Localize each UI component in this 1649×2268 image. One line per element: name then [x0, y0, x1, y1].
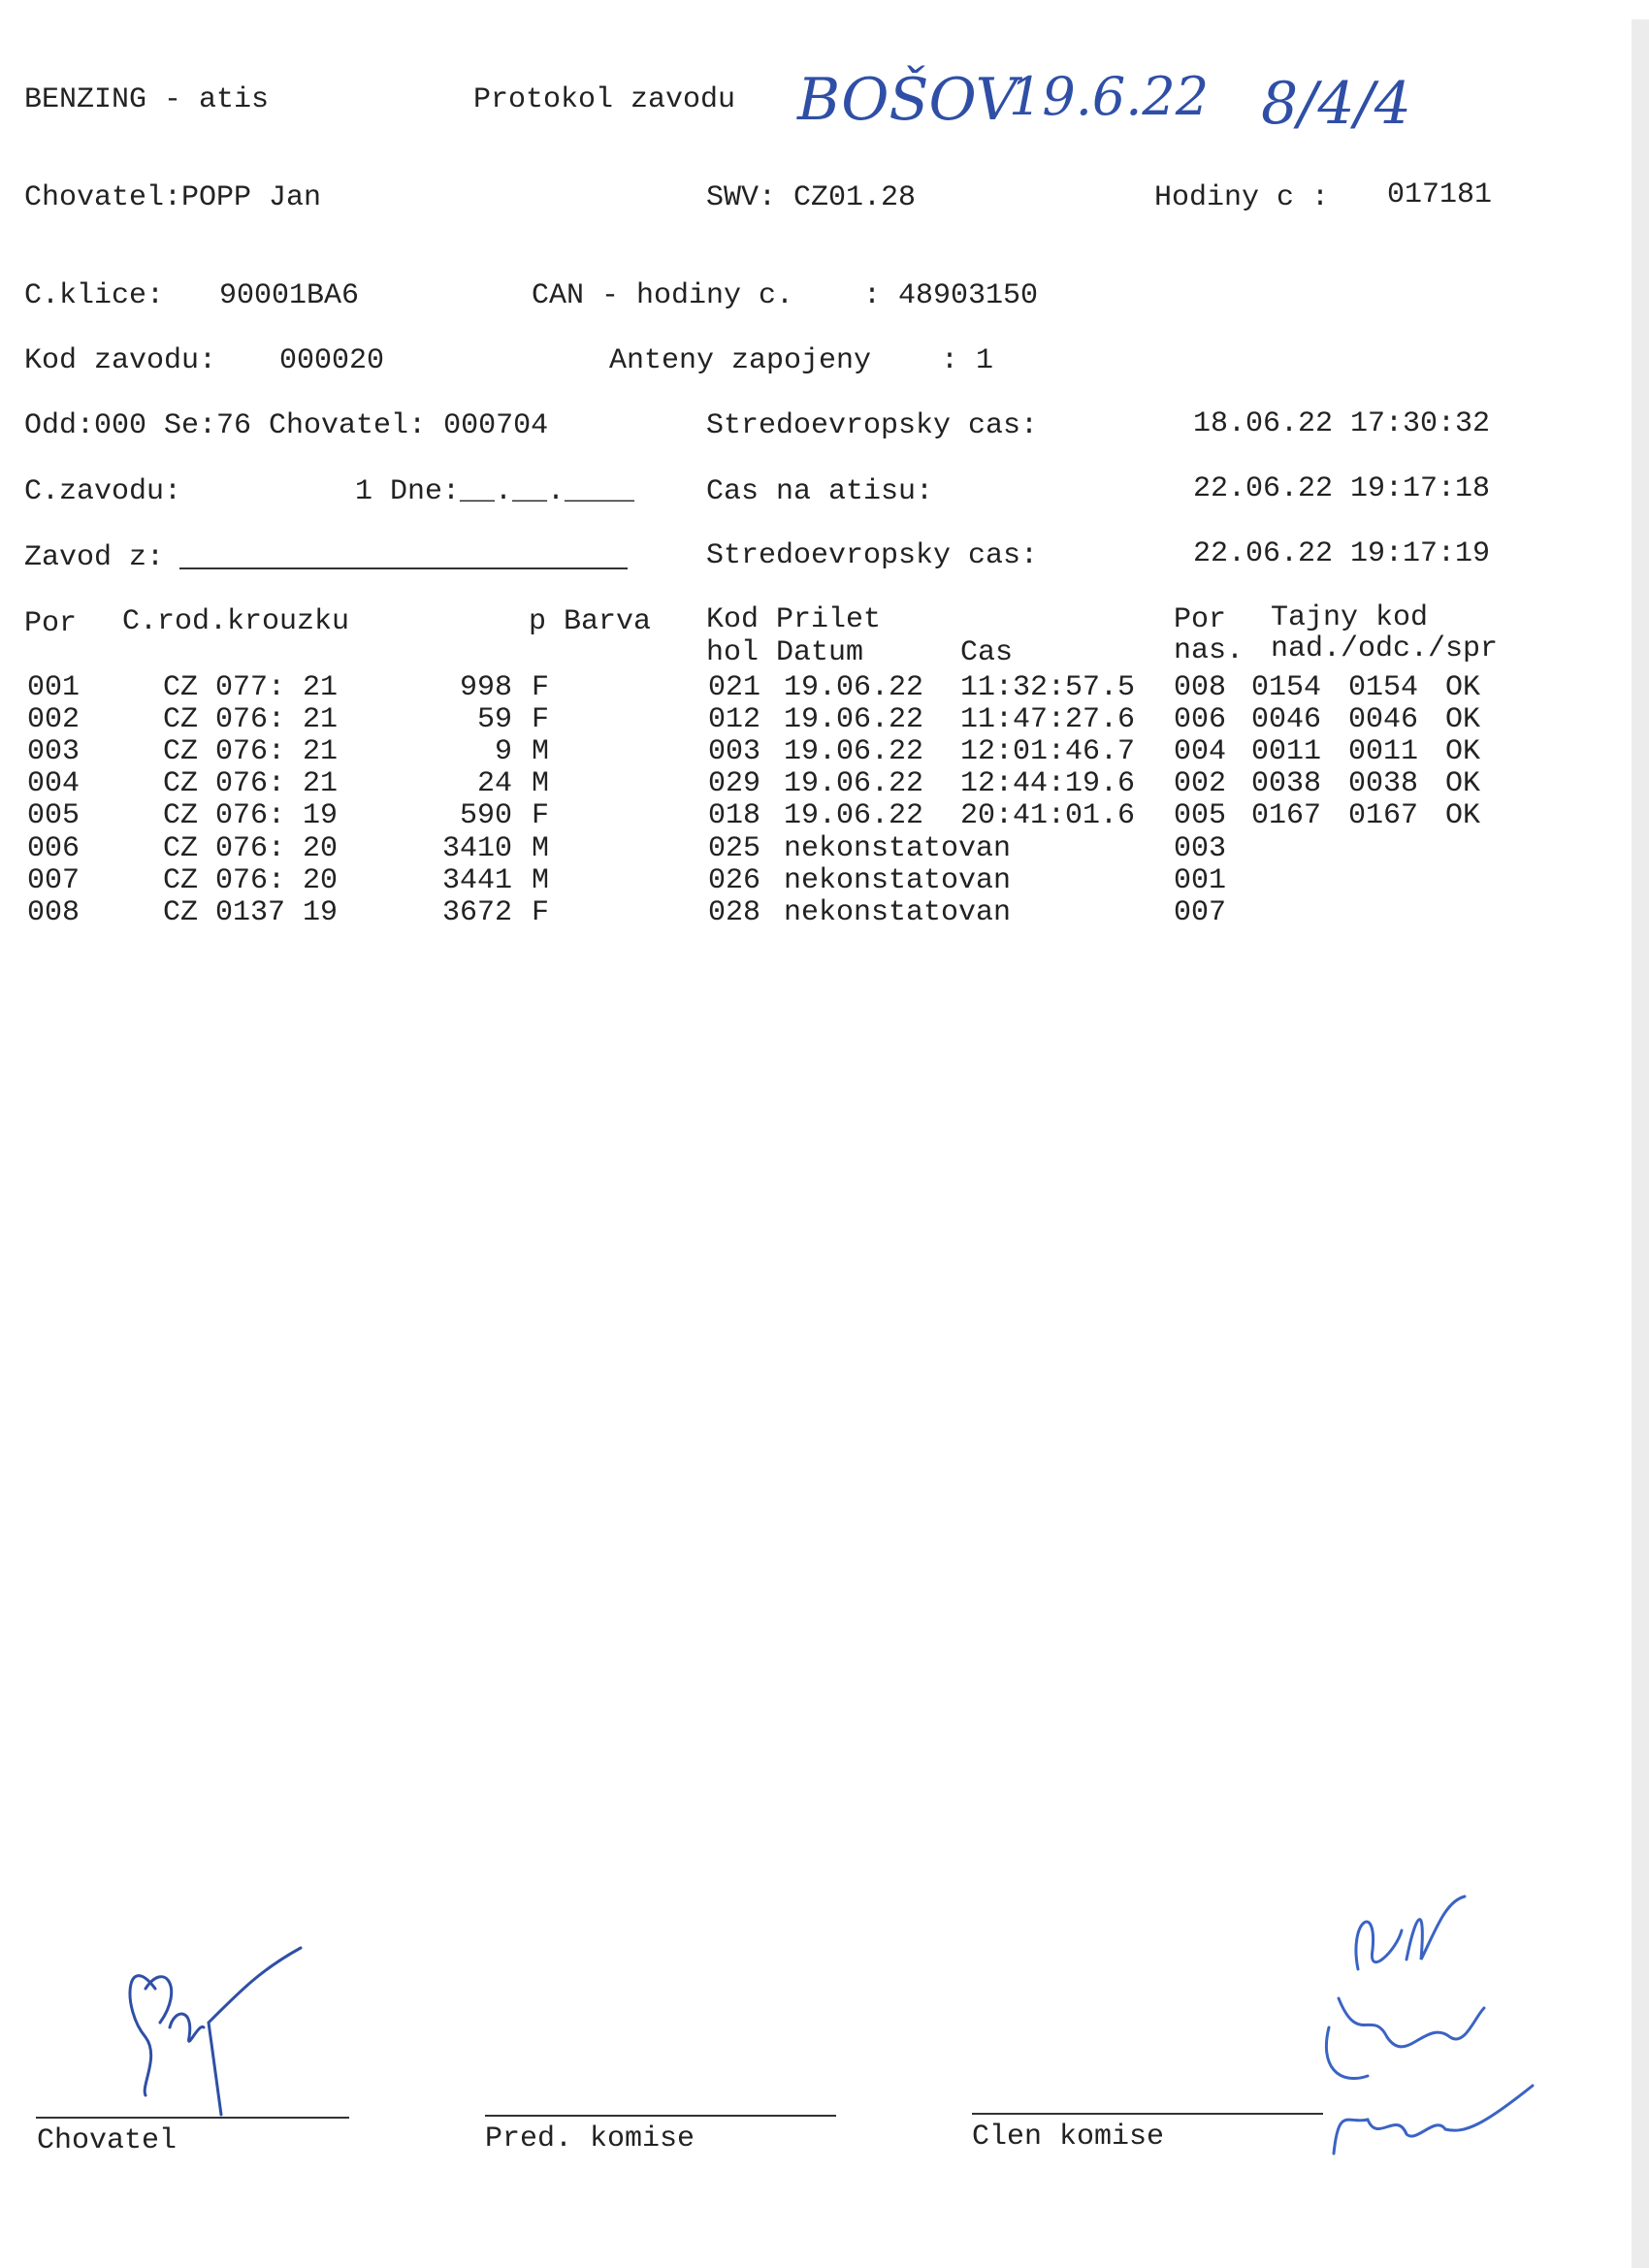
antennas-value: : 1	[941, 344, 994, 377]
race-code-label: Kod zavodu:	[24, 344, 217, 377]
header-nas: nas.	[1174, 634, 1245, 667]
row-por: 004	[27, 767, 81, 800]
row-date: nekonstatovan	[784, 832, 1012, 865]
header-por2: Por	[1174, 603, 1227, 636]
row-por: 008	[27, 896, 81, 929]
row-ring: CZ 076: 20	[163, 864, 339, 897]
row-por: 007	[27, 864, 81, 897]
row-nad: 0046	[1251, 703, 1322, 736]
row-date: nekonstatovan	[784, 896, 1012, 929]
row-hol: 012	[708, 703, 761, 736]
row-number: 3410	[441, 832, 512, 865]
row-ring: CZ 077: 21	[163, 671, 339, 704]
row-por: 006	[27, 832, 81, 865]
row-por: 005	[27, 799, 81, 832]
row-time: 20:41:01.6	[960, 799, 1136, 832]
row-number: 590	[459, 799, 512, 832]
row-hol: 003	[708, 735, 761, 768]
cet2-value: 22.06.22 19:17:19	[1193, 537, 1491, 570]
race-no-value: 1 Dne:__.__.____	[355, 475, 635, 508]
chair-label: Pred. komise	[485, 2122, 695, 2155]
race-no-label: C.zavodu:	[24, 475, 182, 508]
row-spr: OK	[1445, 799, 1481, 832]
row-hol: 018	[708, 799, 761, 832]
row-nad: 0167	[1251, 799, 1322, 832]
table-row	[0, 799, 1649, 832]
row-hol: 026	[708, 864, 761, 897]
row-position: 003	[1174, 832, 1227, 865]
table-row	[0, 767, 1649, 800]
row-date: nekonstatovan	[784, 864, 1012, 897]
header-tajny-kod: Tajny kod	[1271, 601, 1429, 634]
antennas-label: Anteny zapojeny	[609, 344, 872, 377]
row-position: 004	[1174, 735, 1227, 768]
key-label: C.klice:	[24, 279, 165, 312]
row-ring: CZ 0137 19	[163, 896, 339, 929]
header-cas: Cas	[960, 636, 1014, 669]
row-odc: 0038	[1348, 767, 1419, 800]
key-value: 90001BA6	[219, 279, 360, 312]
header-por: Por	[24, 607, 78, 640]
section-line: Odd:000 Se:76 Chovatel: 000704	[24, 409, 549, 442]
clock-number: 017181	[1387, 178, 1493, 211]
row-position: 006	[1174, 703, 1227, 736]
row-odc: 0154	[1348, 671, 1419, 704]
atis-time-value: 22.06.22 19:17:18	[1193, 472, 1491, 505]
row-hol: 025	[708, 832, 761, 865]
race-code-value: 000020	[279, 344, 385, 377]
breeder-signature-line	[36, 2117, 349, 2119]
row-date: 19.06.22	[784, 735, 924, 768]
row-ring: CZ 076: 20	[163, 832, 339, 865]
row-position: 007	[1174, 896, 1227, 929]
row-hol: 029	[708, 767, 761, 800]
row-number: 3441	[441, 864, 512, 897]
header-p-barva: p Barva	[529, 605, 652, 638]
row-number: 3672	[441, 896, 512, 929]
row-number: 9	[494, 735, 512, 768]
breeder-signature	[116, 1930, 310, 2124]
handwritten-date: 19.6.22	[1009, 66, 1210, 127]
header-kod-prilet: Kod Prilet	[706, 603, 882, 636]
breeder-sign-label: Chovatel	[37, 2124, 178, 2157]
breeder-label: Chovatel:POPP Jan	[24, 181, 322, 214]
row-date: 19.06.22	[784, 767, 924, 800]
clock-label: Hodiny c :	[1154, 181, 1330, 214]
handwritten-code: 8/4/4	[1261, 70, 1411, 138]
row-spr: OK	[1445, 703, 1481, 736]
row-time: 12:44:19.6	[960, 767, 1136, 800]
table-row	[0, 864, 1649, 897]
member-signature-line	[972, 2113, 1323, 2115]
header-ring: C.rod.krouzku	[122, 605, 350, 638]
row-nad: 0154	[1251, 671, 1322, 704]
header-hol-datum: hol Datum	[706, 636, 864, 669]
row-time: 12:01:46.7	[960, 735, 1136, 768]
row-sex: F	[532, 671, 550, 704]
row-nad: 0011	[1251, 735, 1322, 768]
member-signature	[1280, 1892, 1552, 2173]
can-label: CAN - hodiny c.	[532, 279, 794, 312]
can-value: : 48903150	[863, 279, 1039, 312]
row-sex: F	[532, 896, 550, 929]
row-number: 24	[476, 767, 512, 800]
row-number: 998	[459, 671, 512, 704]
cet1-label: Stredoevropsky cas:	[706, 409, 1039, 442]
row-sex: M	[532, 832, 550, 865]
cet1-value: 18.06.22 17:30:32	[1193, 407, 1491, 440]
cet2-label: Stredoevropsky cas:	[706, 539, 1039, 572]
row-number: 59	[476, 703, 512, 736]
member-label: Clen komise	[972, 2121, 1165, 2154]
swv-label: SWV: CZ01.28	[706, 181, 917, 214]
atis-time-label: Cas na atisu:	[706, 475, 934, 508]
row-spr: OK	[1445, 671, 1481, 704]
row-odc: 0167	[1348, 799, 1419, 832]
row-sex: M	[532, 735, 550, 768]
row-spr: OK	[1445, 767, 1481, 800]
row-ring: CZ 076: 21	[163, 735, 339, 768]
row-sex: F	[532, 703, 550, 736]
row-position: 002	[1174, 767, 1227, 800]
row-date: 19.06.22	[784, 703, 924, 736]
table-row	[0, 703, 1649, 736]
row-nad: 0038	[1251, 767, 1322, 800]
row-sex: M	[532, 864, 550, 897]
handwritten-place: BOŠOV	[797, 66, 1018, 134]
row-spr: OK	[1445, 735, 1481, 768]
row-por: 001	[27, 671, 81, 704]
row-time: 11:32:57.5	[960, 671, 1136, 704]
row-odc: 0011	[1348, 735, 1419, 768]
row-position: 005	[1174, 799, 1227, 832]
table-row	[0, 671, 1649, 704]
row-sex: M	[532, 767, 550, 800]
protocol-label: Protokol zavodu	[473, 83, 736, 116]
row-hol: 021	[708, 671, 761, 704]
table-row	[0, 735, 1649, 768]
row-odc: 0046	[1348, 703, 1419, 736]
row-ring: CZ 076: 21	[163, 703, 339, 736]
row-ring: CZ 076: 21	[163, 767, 339, 800]
row-position: 001	[1174, 864, 1227, 897]
row-date: 19.06.22	[784, 671, 924, 704]
row-position: 008	[1174, 671, 1227, 704]
software-name: BENZING - atis	[24, 83, 270, 116]
row-por: 003	[27, 735, 81, 768]
row-hol: 028	[708, 896, 761, 929]
chair-signature-line	[485, 2115, 836, 2117]
row-time: 11:47:27.6	[960, 703, 1136, 736]
header-nad-odc-spr: nad./odc./spr	[1271, 632, 1499, 665]
table-row	[0, 896, 1649, 929]
row-ring: CZ 076: 19	[163, 799, 339, 832]
row-por: 002	[27, 703, 81, 736]
row-date: 19.06.22	[784, 799, 924, 832]
scan-edge	[1632, 19, 1649, 2268]
table-row	[0, 832, 1649, 865]
race-from-label: Zavod z:	[24, 541, 165, 574]
race-from-underline	[179, 567, 628, 569]
row-sex: F	[532, 799, 550, 832]
